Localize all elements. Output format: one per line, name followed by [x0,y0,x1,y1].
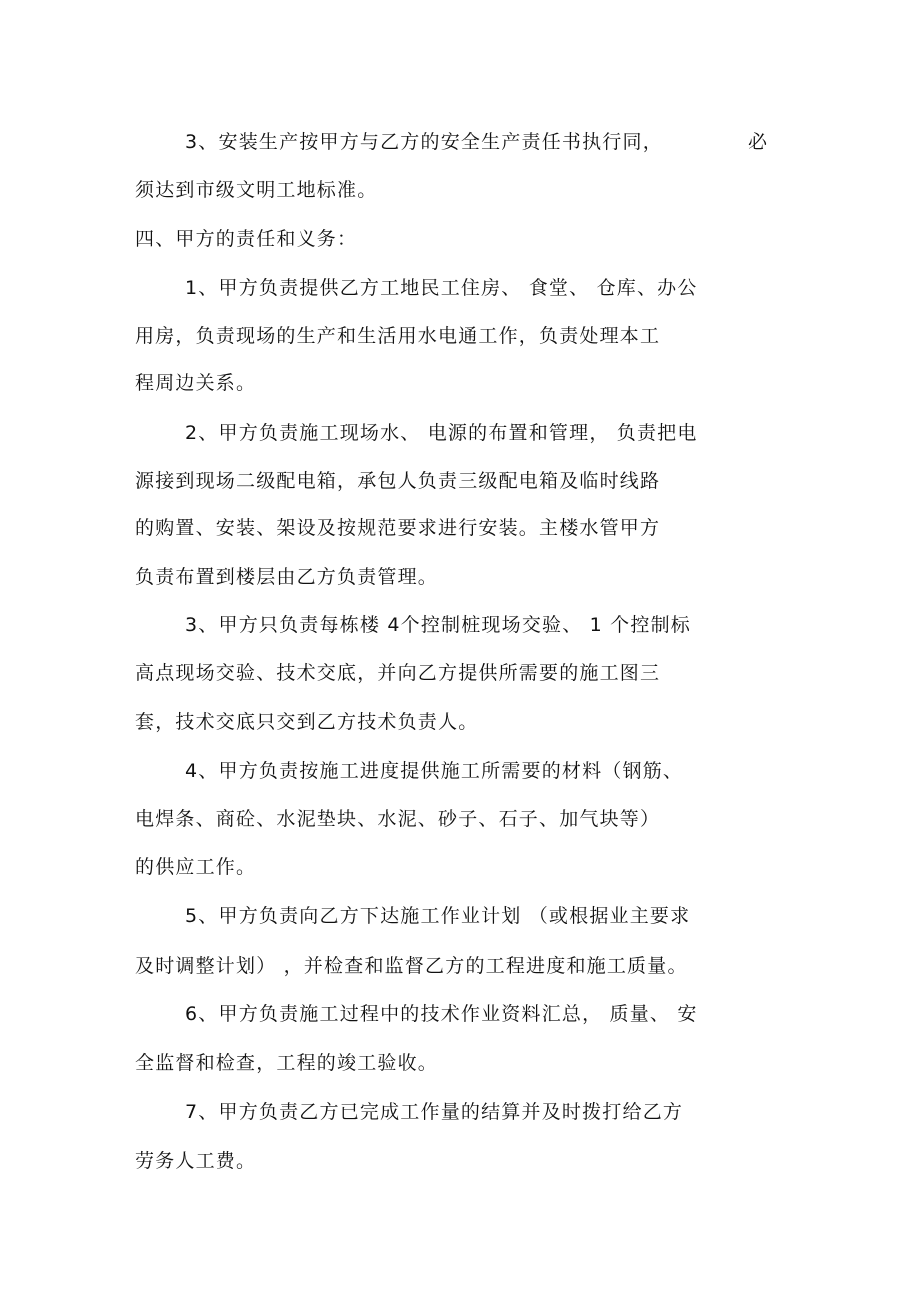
text-line: 负责布置到楼层由乙方负责管理。 [135,566,439,588]
text-line: 4、甲方负责按施工进度提供施工所需要的材料（钢筋、 [185,760,684,782]
text-line: 2、甲方负责施工现场水、 电源的布置和管理， 负责把电 [185,422,698,444]
text-line: 1、甲方负责提供乙方工地民工住房、 食堂、 仓库、办公 [185,277,698,299]
text-line: 的供应工作。 [135,856,257,878]
text-line: 5、甲方负责向乙方下达施工作业计划 （或根据业主要求 [185,905,691,927]
text-line: 高点现场交验、技术交底，并向乙方提供所需要的施工图三 [135,662,661,684]
section-heading: 四、甲方的责任和义务： [135,228,358,250]
text-line: 3、安装生产按甲方与乙方的安全生产责任书执行同， [185,131,663,153]
text-line: 须达到市级文明工地标准。 [135,179,378,201]
text-line: 用房，负责现场的生产和生活用水电通工作，负责处理本工 [135,325,661,347]
text-line: 必 [748,131,769,153]
text-line: 全监督和检查，工程的竣工验收。 [135,1052,439,1074]
text-line: 程周边关系。 [135,372,257,394]
text-line: 套，技术交底只交到乙方技术负责人。 [135,711,479,733]
text-line: 劳务人工费。 [135,1150,257,1172]
text-line: 7、甲方负责乙方已完成工作量的结算并及时拨打给乙方 [185,1101,684,1123]
text-line: 3、甲方只负责每栋楼 4个控制桩现场交验、 1 个控制标 [185,614,691,636]
text-line: 的购置、安装、架设及按规范要求进行安装。主楼水管甲方 [135,517,661,539]
text-line: 及时调整计划） ，并检查和监督乙方的工程进度和施工质量。 [135,955,688,977]
text-line: 6、甲方负责施工过程中的技术作业资料汇总， 质量、 安 [185,1003,698,1025]
text-line: 源接到现场二级配电箱，承包人负责三级配电箱及临时线路 [135,470,661,492]
text-line: 电焊条、商砼、水泥垫块、水泥、砂子、石子、加气块等） [135,808,661,830]
